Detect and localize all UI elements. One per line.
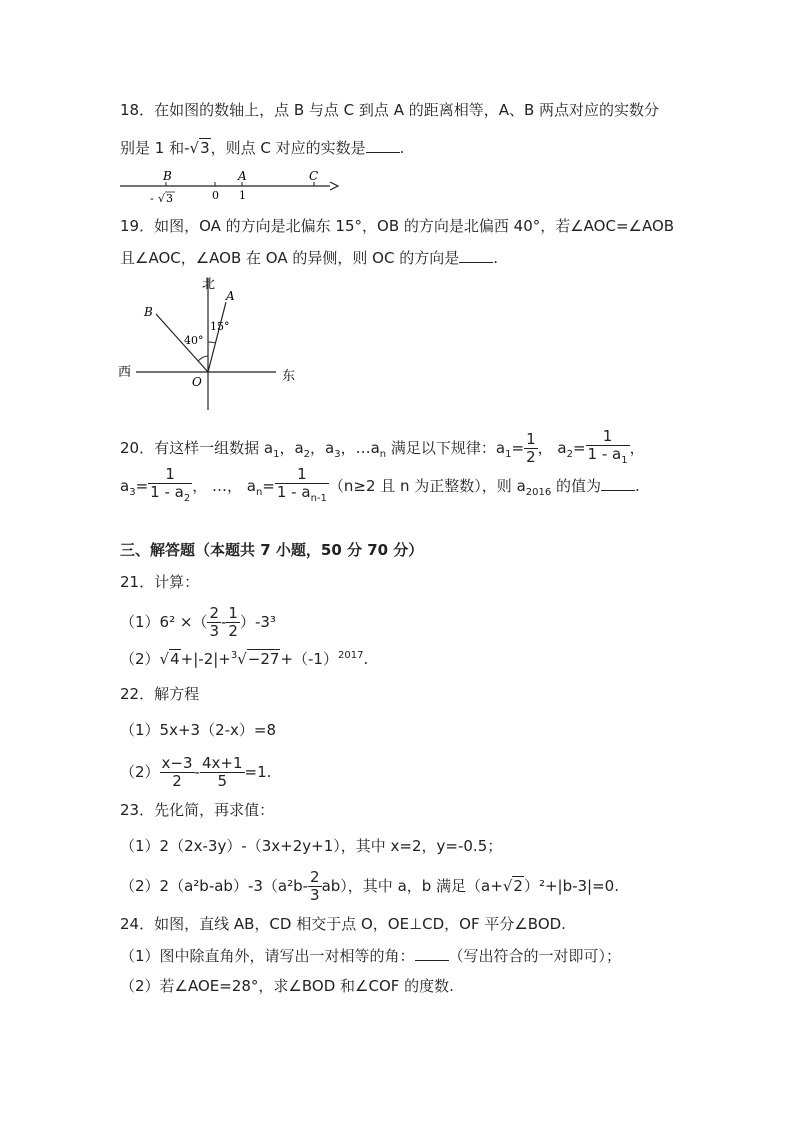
q20-frac-an: $\frac{1}{1 - a_{n-1}}$	[276, 465, 327, 504]
q23-sqrt2: √2	[502, 877, 523, 895]
q20-a1-sub: 1	[505, 449, 512, 460]
q20-a2-sub: 2	[566, 449, 573, 460]
q21-exponent: 2017	[337, 650, 364, 661]
q20-frac-a2: $\frac{1}{1 - a_1}$	[587, 427, 628, 466]
q18-text-b: ，则点 C 对应的实数是	[210, 139, 366, 157]
label-o: O	[192, 375, 202, 389]
q21-part1	[120, 604, 276, 640]
q21-sqrt4: √4	[159, 650, 180, 668]
q23-p2-b: ab），其中 a，b 满足（a+	[321, 877, 503, 895]
q21-cbrt: √−27	[237, 650, 280, 668]
q20-a3-prefix: a	[120, 477, 130, 495]
q21-cbrt-index: 3	[230, 650, 238, 661]
q22-part2	[120, 754, 271, 790]
q24-part1	[120, 946, 621, 966]
q19-text-a: 且∠AOC，∠AOB 在 OA 的异侧，则 OC 的方向是	[120, 249, 460, 267]
q21-part2	[120, 646, 368, 669]
q23-part1: （1）2（2x-3y）-（3x+2y+1），其中 x=2，y=-0.5；	[120, 837, 503, 855]
q20-mid1: ，a	[279, 439, 304, 457]
q21-frac1: $\frac{2}{3}$	[209, 604, 219, 640]
q20-tail-sub: 2016	[525, 487, 552, 498]
q20-text-line1	[120, 428, 645, 469]
q20-frac-a1: $\frac{1}{2}$	[526, 430, 536, 466]
label-a: A	[238, 169, 247, 183]
q20-answer-blank	[601, 476, 635, 491]
q18-text-c: .	[399, 139, 405, 157]
label-north: 北	[202, 277, 216, 292]
q18-text-line1: 18．在如图的数轴上，点 B 与点 C 到点 A 的距离相等，A、B 两点对应的实数分	[120, 101, 660, 119]
q19-text-b: .	[493, 249, 498, 267]
q20-mid2: ，a	[310, 439, 335, 457]
q20-mid4: 满足以下规律：a	[386, 439, 506, 457]
q23-frac: $\frac{2}{3}$	[310, 868, 320, 904]
q22-p2-a: （2）	[120, 763, 160, 781]
q22-frac2: $\frac{4x+1}{5}$	[201, 754, 243, 790]
q18-answer-blank	[366, 138, 400, 153]
q22-heading: 22．解方程	[120, 685, 200, 703]
q20-frac-a3: $\frac{1}{1 - a_2}$	[150, 465, 191, 504]
arc-15	[208, 342, 216, 343]
q20-lead: 20．有这样一组数据 a	[120, 439, 274, 457]
q19-answer-blank	[459, 248, 493, 263]
q24-p1-a: （1）图中除直角外，请写出一对相等的角：	[120, 947, 415, 965]
label-c: C	[309, 169, 319, 183]
q20-eq4: =	[262, 477, 275, 495]
q23-p2-a: （2）2（a²b-ab）-3（a²b-	[120, 877, 309, 895]
compass-figure	[116, 276, 300, 412]
label-40deg: 40°	[184, 334, 204, 347]
q23-part2	[120, 868, 619, 904]
q24-answer-blank	[415, 946, 449, 961]
q21-p1-b: ）-3³	[239, 613, 276, 631]
q22-part1: （1）5x+3（2-x）=8	[120, 721, 277, 739]
q18-text-a: 别是 1 和-	[120, 139, 190, 157]
q24-p1-b: （写出符合的一对即可）；	[448, 947, 622, 965]
label-zero: 0	[212, 189, 219, 202]
label-west: 西	[118, 365, 132, 380]
q19-text-line2	[120, 248, 498, 268]
q24-part2: （2）若∠AOE=28°，求∠BOD 和∠COF 的度数.	[120, 977, 454, 995]
q20-an-sub: n	[255, 487, 263, 498]
q20-eq1: =	[511, 439, 525, 457]
q18-sqrt3: √3	[189, 139, 210, 157]
label-b: B	[163, 169, 172, 183]
q21-p2-b: +|-2|+	[180, 650, 231, 668]
q21-frac2: $\frac{1}{2}$	[228, 604, 238, 640]
label-one: 1	[239, 189, 246, 202]
label-east: 东	[282, 369, 296, 384]
q21-p2-d: .	[363, 650, 369, 668]
q24-heading: 24．如图，直线 AB，CD 相交于点 O，OE⊥CD，OF 平分∠BOD.	[120, 915, 566, 933]
q20-comma: ，	[629, 439, 645, 457]
q23-heading: 23．先化简，再求值：	[120, 801, 275, 819]
label-minus: -	[150, 192, 154, 205]
label-root3: 3	[166, 192, 173, 205]
q20-text-line2	[120, 466, 640, 507]
q22-frac1: $\frac{x-3}{2}$	[161, 754, 193, 790]
q23-p2-c: ）²+|b-3|=0.	[523, 877, 619, 895]
q20-mid3: ，…a	[340, 439, 380, 457]
ray-oa	[208, 302, 226, 372]
q19-text-line1: 19．如图，OA 的方向是北偏东 15°，OB 的方向是北偏西 40°，若∠AOC=∠AOB	[120, 217, 675, 235]
q20-tail2: 的值为	[551, 477, 601, 495]
label-b: B	[144, 305, 153, 319]
q20-sub2: 2	[303, 449, 311, 460]
q20-tail1: （n≥2 且 n 为正整数），则 a	[328, 477, 526, 495]
q18-text-line2	[120, 138, 404, 158]
q21-p2-c: +（-1）	[280, 650, 338, 668]
number-line-figure	[118, 166, 343, 206]
q20-subn: n	[379, 449, 387, 460]
section-title: 三、解答题（本题共 7 小题，50 分 70 分）	[120, 541, 424, 559]
label-15deg: 15°	[210, 320, 230, 333]
number-line-arrow	[330, 182, 338, 190]
q20-sub3: 3	[334, 449, 341, 460]
label-a: A	[226, 289, 235, 303]
q20-a3-sub: 3	[129, 487, 136, 498]
q21-p2-a: （2）	[120, 650, 160, 668]
q21-heading: 21．计算：	[120, 573, 200, 591]
q21-p1-minus: -	[220, 613, 227, 631]
q22-p2-b: =1.	[244, 763, 272, 781]
q20-a2-prefix: ， a	[537, 439, 567, 457]
q20-sub1: 1	[273, 449, 280, 460]
q20-eq3: =	[135, 477, 149, 495]
q20-dots: ， …， a	[192, 477, 256, 495]
arc-40	[198, 356, 208, 361]
q22-minus: -	[194, 763, 200, 781]
q20-eq2: =	[572, 439, 586, 457]
q20-tail3: .	[635, 477, 640, 495]
q21-p1-a: （1）6² ×（	[120, 613, 208, 631]
label-root-sign: √	[158, 192, 166, 205]
